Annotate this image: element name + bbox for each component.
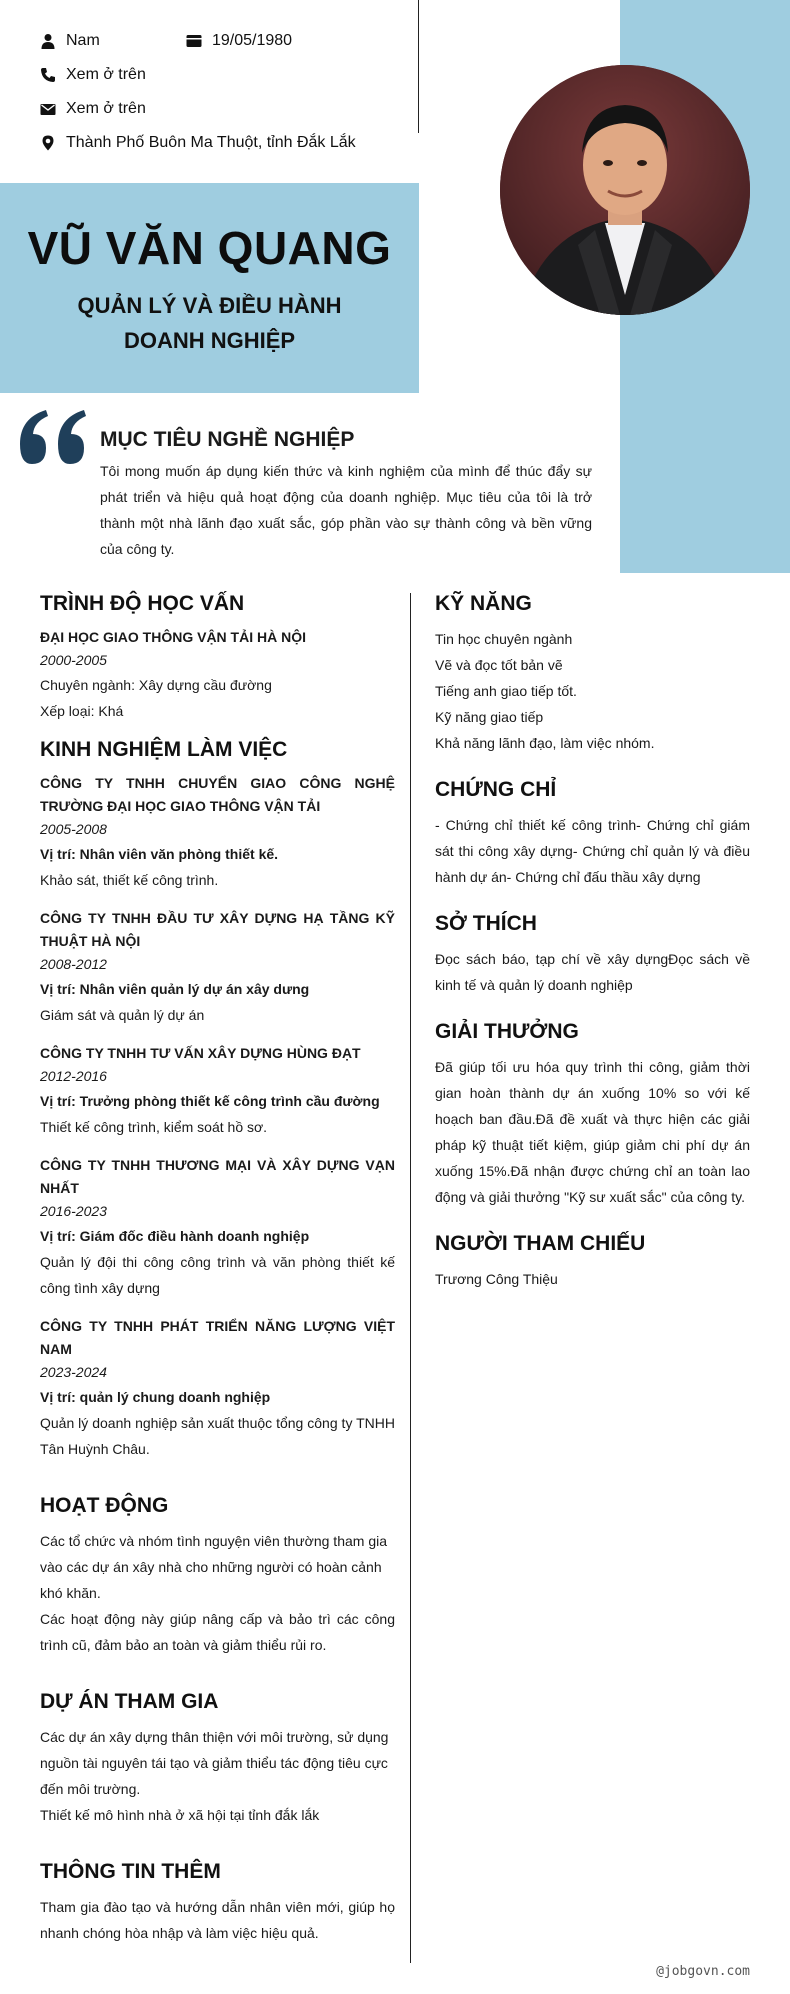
contact-phone [40, 62, 146, 88]
contact-birthdate [186, 28, 292, 54]
experience-section [40, 736, 395, 1462]
profile-photo [500, 65, 750, 315]
contact-gender [40, 28, 100, 54]
birthdate-value: 19/05/1980 [212, 32, 293, 49]
job-item [40, 1315, 395, 1462]
job-period: 2005-2008 [40, 821, 107, 837]
activities-section [40, 1492, 395, 1658]
job-position: Vị trí: quản lý chung doanh nghiệp [40, 1389, 271, 1405]
profile-photo-image [500, 65, 750, 315]
job-period: 2023-2024 [40, 1364, 107, 1380]
activities-heading: HOẠT ĐỘNG [40, 1494, 169, 1517]
skill-item: Tin học chuyên ngành [435, 631, 573, 647]
job-description: Thiết kế công trình, kiểm soát hồ sơ. [40, 1119, 268, 1135]
job-item [40, 1154, 395, 1301]
job-description: Quản lý đội thi công công trình và văn phòng thiết kế công tình xây dựng [40, 1254, 395, 1296]
skill-item: Tiếng anh giao tiếp tốt. [435, 683, 577, 699]
job-company: CÔNG TY TNHH THƯƠNG MẠI VÀ XÂY DỰNG VẠN NHẤT [40, 1157, 395, 1196]
projects-section [40, 1688, 395, 1828]
activities-line: Các tổ chức và nhóm tình nguyện viên thường tham gia vào các dự án xây nhà cho những người có hoàn cảnh khó khăn. [40, 1533, 388, 1601]
job-company: CÔNG TY TNHH CHUYỂN GIAO CÔNG NGHỆ TRƯỜNG ĐẠI HỌC GIAO THÔNG VẬN TẢI [40, 775, 395, 814]
objective-text: Tôi mong muốn áp dụng kiến thức và kinh nghiệm của mình để thúc đẩy sự phát triển và hiệu quả hoạt động của doanh nghiệp. Mục tiêu của tôi là trở thành một nhà lãnh đạo xuất sắc, góp phần vào sự thành công và bền vững của công ty. [100, 463, 592, 557]
additional-info-text: Tham gia đào tạo và hướng dẫn nhân viên mới, giúp họ nhanh chóng hòa nhập và làm việc hiệu quả. [40, 1899, 395, 1941]
address-value: Thành Phố Buôn Ma Thuột, tỉnh Đắk Lắk [66, 134, 356, 151]
job-company: CÔNG TY TNHH ĐẦU TƯ XÂY DỰNG HẠ TẦNG KỸ THUẬT HÀ NỘI [40, 910, 395, 949]
job-company: CÔNG TY TNHH PHÁT TRIỂN NĂNG LƯỢNG VIỆT NAM [40, 1318, 395, 1357]
objective-heading: MỤC TIÊU NGHỀ NGHIỆP [100, 428, 355, 451]
job-period: 2016-2023 [40, 1203, 107, 1219]
skill-item: Vẽ và đọc tốt bản vẽ [435, 657, 563, 673]
gender-value: Nam [66, 32, 100, 49]
education-section [40, 590, 395, 724]
phone-value: Xem ở trên [66, 66, 146, 83]
hobbies-heading: SỞ THÍCH [435, 912, 537, 935]
job-position: Vị trí: Nhân viên văn phòng thiết kế. [40, 846, 279, 862]
skills-section [435, 590, 750, 756]
job-description: Quản lý doanh nghiệp sản xuất thuộc tổng công ty TNHH Tân Huỳnh Châu. [40, 1415, 395, 1457]
person-icon [40, 33, 56, 49]
skill-item: Kỹ năng giao tiếp [435, 709, 544, 725]
projects-line: Thiết kế mô hình nhà ở xã hội tại tỉnh đắk lắk [40, 1807, 320, 1823]
additional-info-section [40, 1858, 395, 1946]
references-text: Trương Công Thiệu [435, 1271, 558, 1287]
candidate-name: VŨ VĂN QUANG [27, 222, 392, 274]
education-school: ĐẠI HỌC GIAO THÔNG VẬN TẢI HÀ NỘI [40, 629, 306, 645]
left-column [40, 590, 395, 1946]
references-section [435, 1230, 750, 1292]
quote-icon [16, 408, 92, 466]
job-item [40, 772, 395, 893]
additional-info-heading: THÔNG TIN THÊM [40, 1860, 221, 1883]
job-company: CÔNG TY TNHH TƯ VẤN XÂY DỰNG HÙNG ĐẠT [40, 1045, 361, 1061]
envelope-icon [40, 101, 56, 117]
skill-item: Khả năng lãnh đạo, làm việc nhóm. [435, 735, 655, 751]
education-major: Chuyên ngành: Xây dựng cầu đường [40, 677, 272, 693]
location-pin-icon [40, 135, 56, 151]
projects-heading: DỰ ÁN THAM GIA [40, 1690, 219, 1713]
hobbies-text: Đọc sách báo, tạp chí về xây dựngĐọc sách về kinh tế và quản lý doanh nghiệp [435, 951, 750, 993]
certificates-section [435, 776, 750, 890]
experience-heading: KINH NGHIỆM LÀM VIỆC [40, 738, 288, 761]
education-period: 2000-2005 [40, 652, 107, 668]
job-description: Giám sát và quản lý dự án [40, 1007, 205, 1023]
calendar-icon [186, 33, 202, 49]
skills-heading: KỸ NĂNG [435, 592, 532, 615]
job-description: Khảo sát, thiết kế công trình. [40, 872, 219, 888]
awards-text: Đã giúp tối ưu hóa quy trình thi công, giảm thời gian hoàn thành dự án xuống 10% so với kế hoạch ban đầu.Đã đề xuất và thực hiện các giải pháp kỹ thuật tiết kiệm, giúp giảm chi phí dự án xuống 15%.Đã nhận được chứng chỉ an toàn lao động và giải thưởng "Kỹ sư xuất sắc" của công ty. [435, 1059, 750, 1205]
certificates-heading: CHỨNG CHỈ [435, 778, 557, 801]
phone-icon [40, 67, 56, 83]
job-item [40, 1042, 395, 1140]
hobbies-section [435, 910, 750, 998]
career-objective [100, 428, 592, 562]
job-position: Vị trí: Trưởng phòng thiết kế công trình cầu đường [40, 1093, 380, 1109]
candidate-title: QUẢN LÝ VÀ ĐIỀU HÀNH DOANH NGHIỆP [77, 292, 342, 353]
job-period: 2012-2016 [40, 1068, 107, 1084]
name-banner [0, 183, 419, 393]
watermark: @jobgovn.com [656, 1964, 750, 1979]
email-value: Xem ở trên [66, 100, 146, 117]
job-period: 2008-2012 [40, 956, 107, 972]
awards-section [435, 1018, 750, 1210]
header-divider [418, 0, 419, 133]
activities-line: Các hoạt động này giúp nâng cấp và bảo trì các công trình cũ, đảm bảo an toàn và giảm thiểu rủi ro. [40, 1611, 395, 1653]
job-position: Vị trí: Nhân viên quản lý dự án xây dưng [40, 981, 310, 997]
projects-line: Các dự án xây dựng thân thiện với môi trường, sử dụng nguồn tài nguyên tái tạo và giảm thiểu tác động tiêu cực đến môi trường. [40, 1729, 389, 1797]
contact-email [40, 96, 146, 122]
certificates-text: - Chứng chỉ thiết kế công trình- Chứng chỉ giám sát thi công xây dựng- Chứng chỉ quản lý và điều hành dự án- Chứng chỉ đấu thầu xây dựng [435, 817, 750, 885]
job-item [40, 907, 395, 1028]
education-grade: Xếp loại: Khá [40, 703, 124, 719]
education-heading: TRÌNH ĐỘ HỌC VẤN [40, 592, 245, 615]
references-heading: NGƯỜI THAM CHIẾU [435, 1232, 646, 1255]
awards-heading: GIẢI THƯỞNG [435, 1020, 579, 1043]
contact-address [40, 130, 356, 156]
column-divider [410, 593, 411, 1963]
job-position: Vị trí: Giám đốc điều hành doanh nghiệp [40, 1228, 310, 1244]
right-column [435, 590, 750, 1292]
